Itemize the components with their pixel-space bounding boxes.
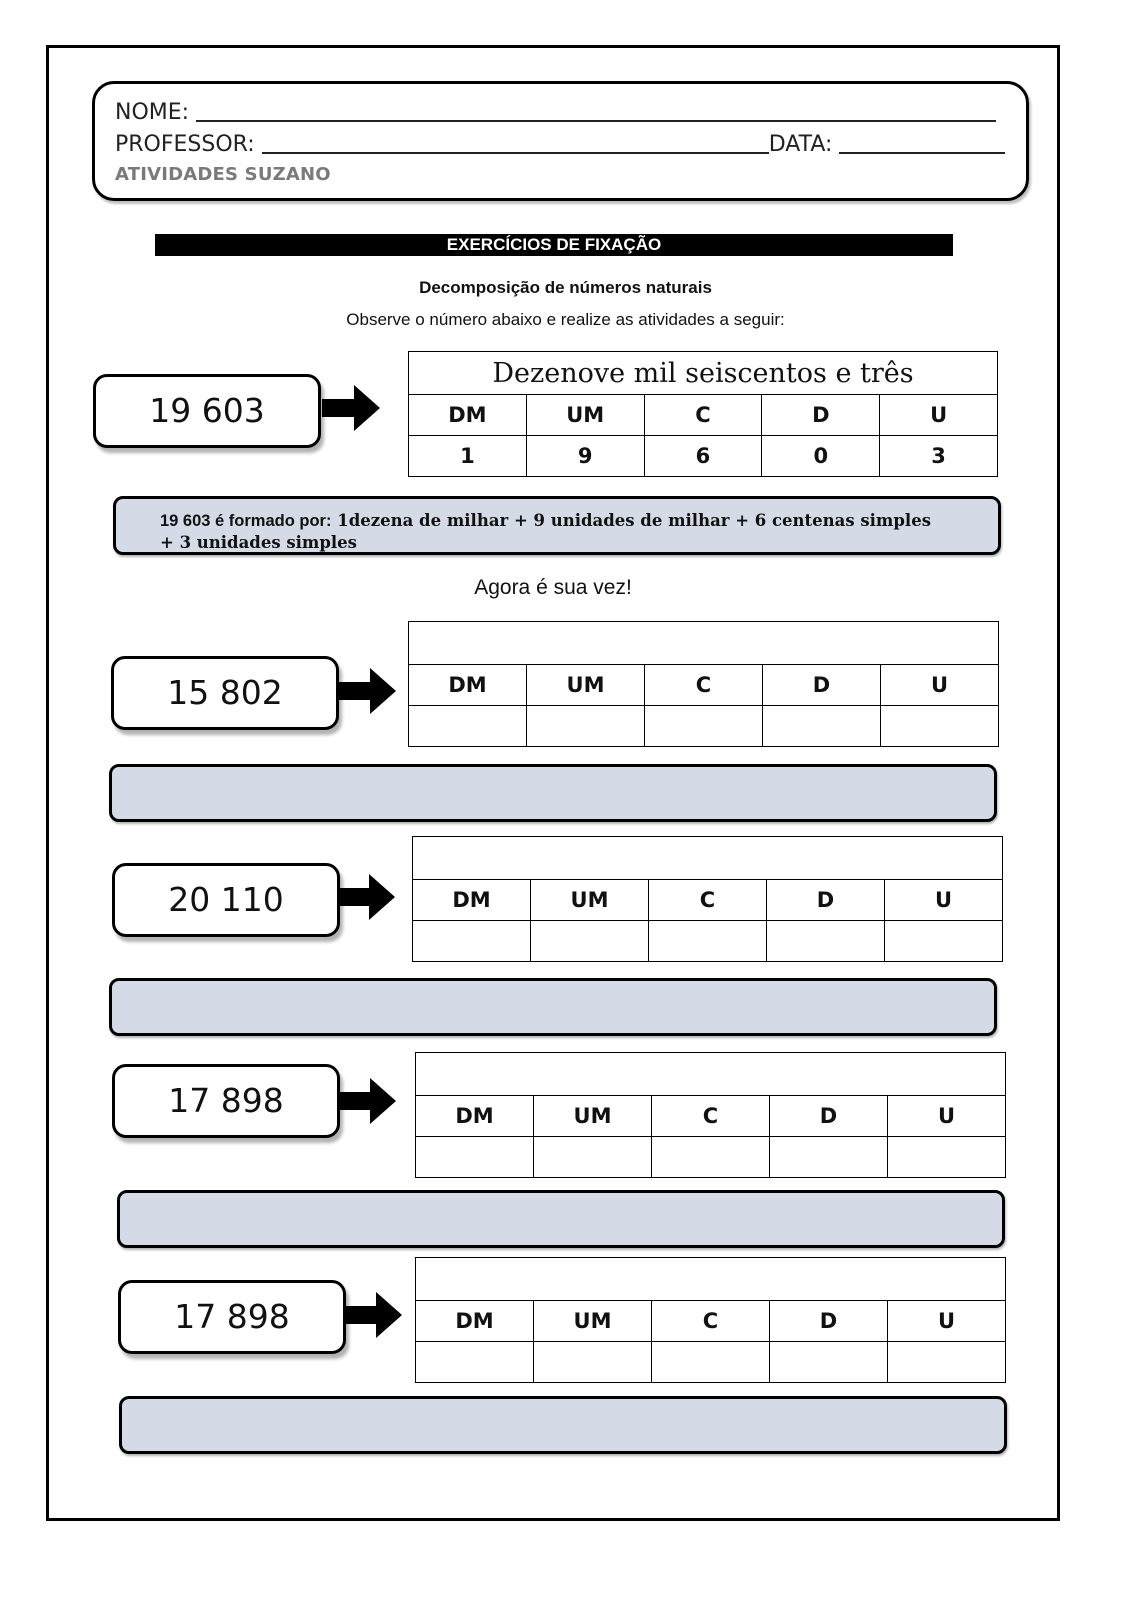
column-header: D [770, 1096, 888, 1137]
exercise-number-box: 17 898 [112, 1064, 340, 1138]
name-line [115, 100, 996, 125]
example-decomposition-box [113, 496, 1001, 555]
school-name: ATIVIDADES SUZANO [115, 164, 331, 185]
column-header: U [888, 1301, 1006, 1342]
number-words-field[interactable] [416, 1053, 1006, 1096]
digit-input-cell[interactable] [416, 1342, 534, 1383]
decomposition-rest: 1dezena de milhar + 9 unidades de milhar + 6 centenas simples + 3 unidades simples [160, 511, 931, 552]
column-header: C [645, 665, 763, 706]
digit-input-cell[interactable] [534, 1137, 652, 1178]
digit-input-cell[interactable] [652, 1342, 770, 1383]
number-words-field[interactable] [416, 1258, 1006, 1301]
exercise-place-value-table [415, 1052, 1006, 1178]
exercise-place-value-table [415, 1257, 1006, 1383]
decomposition-answer-box[interactable] [119, 1396, 1007, 1454]
column-header: U [885, 880, 1003, 921]
column-header: UM [527, 665, 645, 706]
example-number-words: Dezenove mil seiscentos e três [409, 352, 998, 395]
subtitle: Decomposição de números naturais [419, 278, 712, 297]
arrow-right-icon [322, 385, 380, 431]
digit-input-cell[interactable] [888, 1342, 1006, 1383]
column-header: UM [531, 880, 649, 921]
column-header: DM [413, 880, 531, 921]
column-header: U [880, 395, 998, 436]
name-label: NOME: [115, 100, 190, 125]
digit-cell: 6 [644, 436, 762, 477]
example-place-value-table [408, 351, 998, 477]
date-label: DATA: [768, 132, 833, 157]
column-header: C [644, 395, 762, 436]
section-title: EXERCÍCIOS DE FIXAÇÃO [155, 234, 953, 256]
digit-cell: 3 [880, 436, 998, 477]
decomposition-answer-box[interactable] [117, 1190, 1005, 1248]
digit-input-cell[interactable] [413, 921, 531, 962]
example-number-box: 19 603 [93, 374, 321, 448]
decomposition-lead: 19 603 é formado por: [160, 512, 332, 530]
digit-input-cell[interactable] [767, 921, 885, 962]
digit-input-cell[interactable] [770, 1342, 888, 1383]
column-header: UM [526, 395, 644, 436]
digit-input-cell[interactable] [881, 706, 999, 747]
digit-cell: 0 [762, 436, 880, 477]
digit-input-cell[interactable] [763, 706, 881, 747]
digit-input-cell[interactable] [770, 1137, 888, 1178]
digit-input-cell[interactable] [416, 1137, 534, 1178]
exercise-place-value-table [412, 836, 1003, 962]
arrow-right-icon [338, 1078, 396, 1124]
professor-line [115, 132, 1005, 157]
number-words-field[interactable] [409, 622, 999, 665]
professor-field[interactable] [262, 134, 769, 154]
exercise-place-value-table [408, 621, 999, 747]
digit-input-cell[interactable] [645, 706, 763, 747]
column-header: C [652, 1096, 770, 1137]
digit-input-cell[interactable] [534, 1342, 652, 1383]
column-header: U [888, 1096, 1006, 1137]
date-field[interactable] [839, 134, 1005, 154]
column-header: D [767, 880, 885, 921]
exercise-number-box: 15 802 [111, 656, 339, 730]
digit-cell: 1 [409, 436, 527, 477]
digit-input-cell[interactable] [888, 1137, 1006, 1178]
column-header: C [649, 880, 767, 921]
column-header: UM [534, 1096, 652, 1137]
column-header: D [762, 395, 880, 436]
example-decomposition-text [160, 510, 940, 553]
column-header: D [770, 1301, 888, 1342]
column-header: U [881, 665, 999, 706]
column-header: DM [409, 665, 527, 706]
digit-input-cell[interactable] [885, 921, 1003, 962]
arrow-right-icon [344, 1292, 402, 1338]
digit-input-cell[interactable] [652, 1137, 770, 1178]
digit-input-cell[interactable] [409, 706, 527, 747]
column-header: C [652, 1301, 770, 1342]
column-header: DM [416, 1096, 534, 1137]
arrow-right-icon [338, 668, 396, 714]
digit-input-cell[interactable] [527, 706, 645, 747]
exercise-number-box: 17 898 [118, 1280, 346, 1354]
column-header: UM [534, 1301, 652, 1342]
instruction: Observe o número abaixo e realize as atividades a seguir: [346, 310, 785, 329]
digit-input-cell[interactable] [531, 921, 649, 962]
your-turn-heading: Agora é sua vez! [474, 576, 632, 599]
digit-cell: 9 [526, 436, 644, 477]
number-words-field[interactable] [413, 837, 1003, 880]
arrow-right-icon [337, 874, 395, 920]
column-header: DM [409, 395, 527, 436]
student-info-box [92, 81, 1029, 201]
decomposition-answer-box[interactable] [109, 764, 997, 822]
exercise-number-box: 20 110 [112, 863, 340, 937]
column-header: DM [416, 1301, 534, 1342]
digit-input-cell[interactable] [649, 921, 767, 962]
professor-label: PROFESSOR: [115, 132, 255, 157]
name-field[interactable] [196, 102, 996, 122]
column-header: D [763, 665, 881, 706]
decomposition-answer-box[interactable] [109, 978, 997, 1036]
